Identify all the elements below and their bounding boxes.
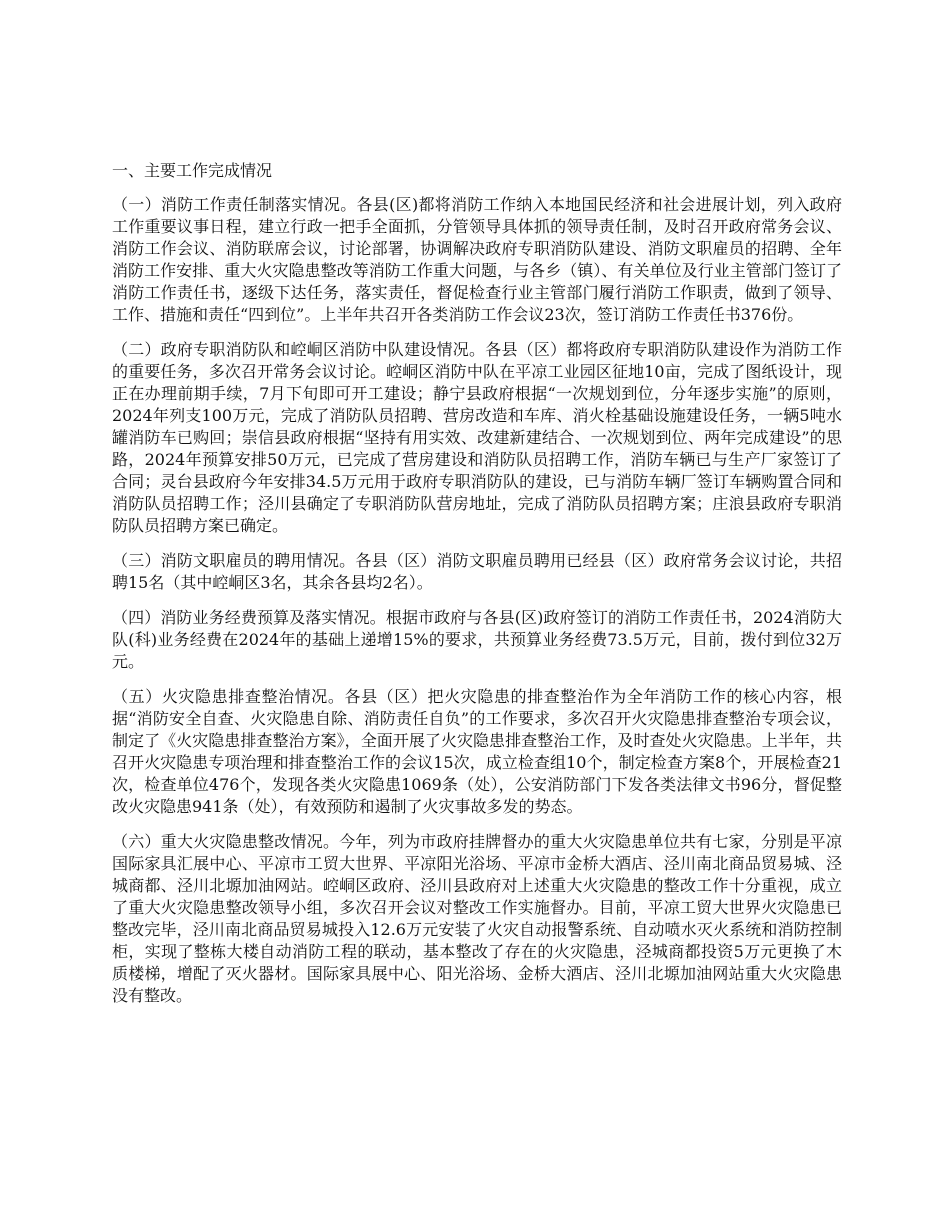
paragraph-hazard-inspection: （五）火灾隐患排查整治情况。各县（区）把火灾隐患的排查整治作为全年消防工作的核心内容，根据“消防安全自查、火灾隐患自除、消防责任自负”的工作要求，多次召开火灾隐患排查整治专项会议，制定了《火灾隐患排查整治方案》，全面开展了火灾隐患排查整治工作，及时查处火灾隐患。上半年，共召开火灾隐患专项治理和排查整治工作的会议15次，成立检查组10个，制定检查方案8个，开展检查21次，检查单位476个，发现各类火灾隐患1069条（处），公安消防部门下发各类法律文书96分，督促整改火灾隐患941条（处），有效预防和遏制了火灾事故多发的势态。 (112, 687, 842, 816)
section-heading: 一、主要工作完成情况 (112, 161, 273, 180)
paragraph-budget-funding: （四）消防业务经费预算及落实情况。根据市政府与各县(区)政府签订的消防工作责任书，2024消防大队(科)业务经费在2024年的基础上递增15%的要求，共预算业务经费73.5万元，目前，拨付到位32万元。 (112, 608, 842, 671)
paragraph-responsibility-system: （一）消防工作责任制落实情况。各县(区)都将消防工作纳入本地国民经济和社会进展计划，列入政府工作重要议事日程，建立行政一把手全面抓，分管领导具体抓的领导责任制，及时召开政府常务会议、消防工作会议、消防联席会议，讨论部署，协调解决政府专职消防队建设、消防文职雇员的招聘、全年消防工作安排、重大火灾隐患整改等消防工作重大问题，与各乡（镇）、有关单位及行业主管部门签订了消防工作责任书，逐级下达任务，落实责任，督促检查行业主管部门履行消防工作职责，做到了领导、工作、措施和责任“四到位”。上半年共召开各类消防工作会议23次，签订消防工作责任书376份。 (112, 195, 842, 324)
paragraph-civilian-staff-hiring: （三）消防文职雇员的聘用情况。各县（区）消防文职雇员聘用已经县（区）政府常务会议讨论，共招聘15名（其中崆峒区3名，其余各县均2名）。 (112, 551, 842, 592)
document-body (112, 160, 842, 1020)
paragraph-major-hazard-rectification: （六）重大火灾隐患整改情况。今年，列为市政府挂牌督办的重大火灾隐患单位共有七家，分别是平凉国际家具汇展中心、平凉市工贸大世界、平凉阳光浴场、平凉市金桥大酒店、泾川南北商品贸易城、泾城商都、泾川北塬加油网站。崆峒区政府、泾川县政府对上述重大火灾隐患的整改工作十分重视，成立了重大火灾隐患整改领导小组，多次召开会议对整改工作实施督办。目前，平凉工贸大世界火灾隐患已整改完毕，泾川南北商品贸易城投入12.6万元安装了火灾自动报警系统、自动喷水灭火系统和消防控制柜，实现了整栋大楼自动消防工程的联动，基本整改了存在的火灾隐患，泾城商都投资5万元更换了木质楼梯，增配了灭火器材。国际家具展中心、阳光浴场、金桥大酒店、泾川北塬加油网站重大火灾隐患没有整改。 (112, 832, 842, 1005)
paragraph-fire-brigade-construction: （二）政府专职消防队和崆峒区消防中队建设情况。各县（区）都将政府专职消防队建设作为消防工作的重要任务，多次召开常务会议讨论。崆峒区消防中队在平凉工业园区征地10亩，完成了图纸设计，现正在办理前期手续，7月下旬即可开工建设；静宁县政府根据“一次规划到位，分年逐步实施”的原则，2024年列支100万元，完成了消防队员招聘、营房改造和车库、消火栓基础设施建设任务，一辆5吨水罐消防车已购回；崇信县政府根据“坚持有用实效、改建新建结合、一次规划到位、两年完成建设”的思路，2024年预算安排50万元，已完成了营房建设和消防队员招聘工作，消防车辆已与生产厂家签订了合同；灵台县政府今年安排34.5万元用于政府专职消防队的建设，已与消防车辆厂签订车辆购置合同和消防队员招聘工作；泾川县确定了专职消防队营房地址，完成了消防队员招聘方案；庄浪县政府专职消防队员招聘方案已确定。 (112, 340, 842, 535)
